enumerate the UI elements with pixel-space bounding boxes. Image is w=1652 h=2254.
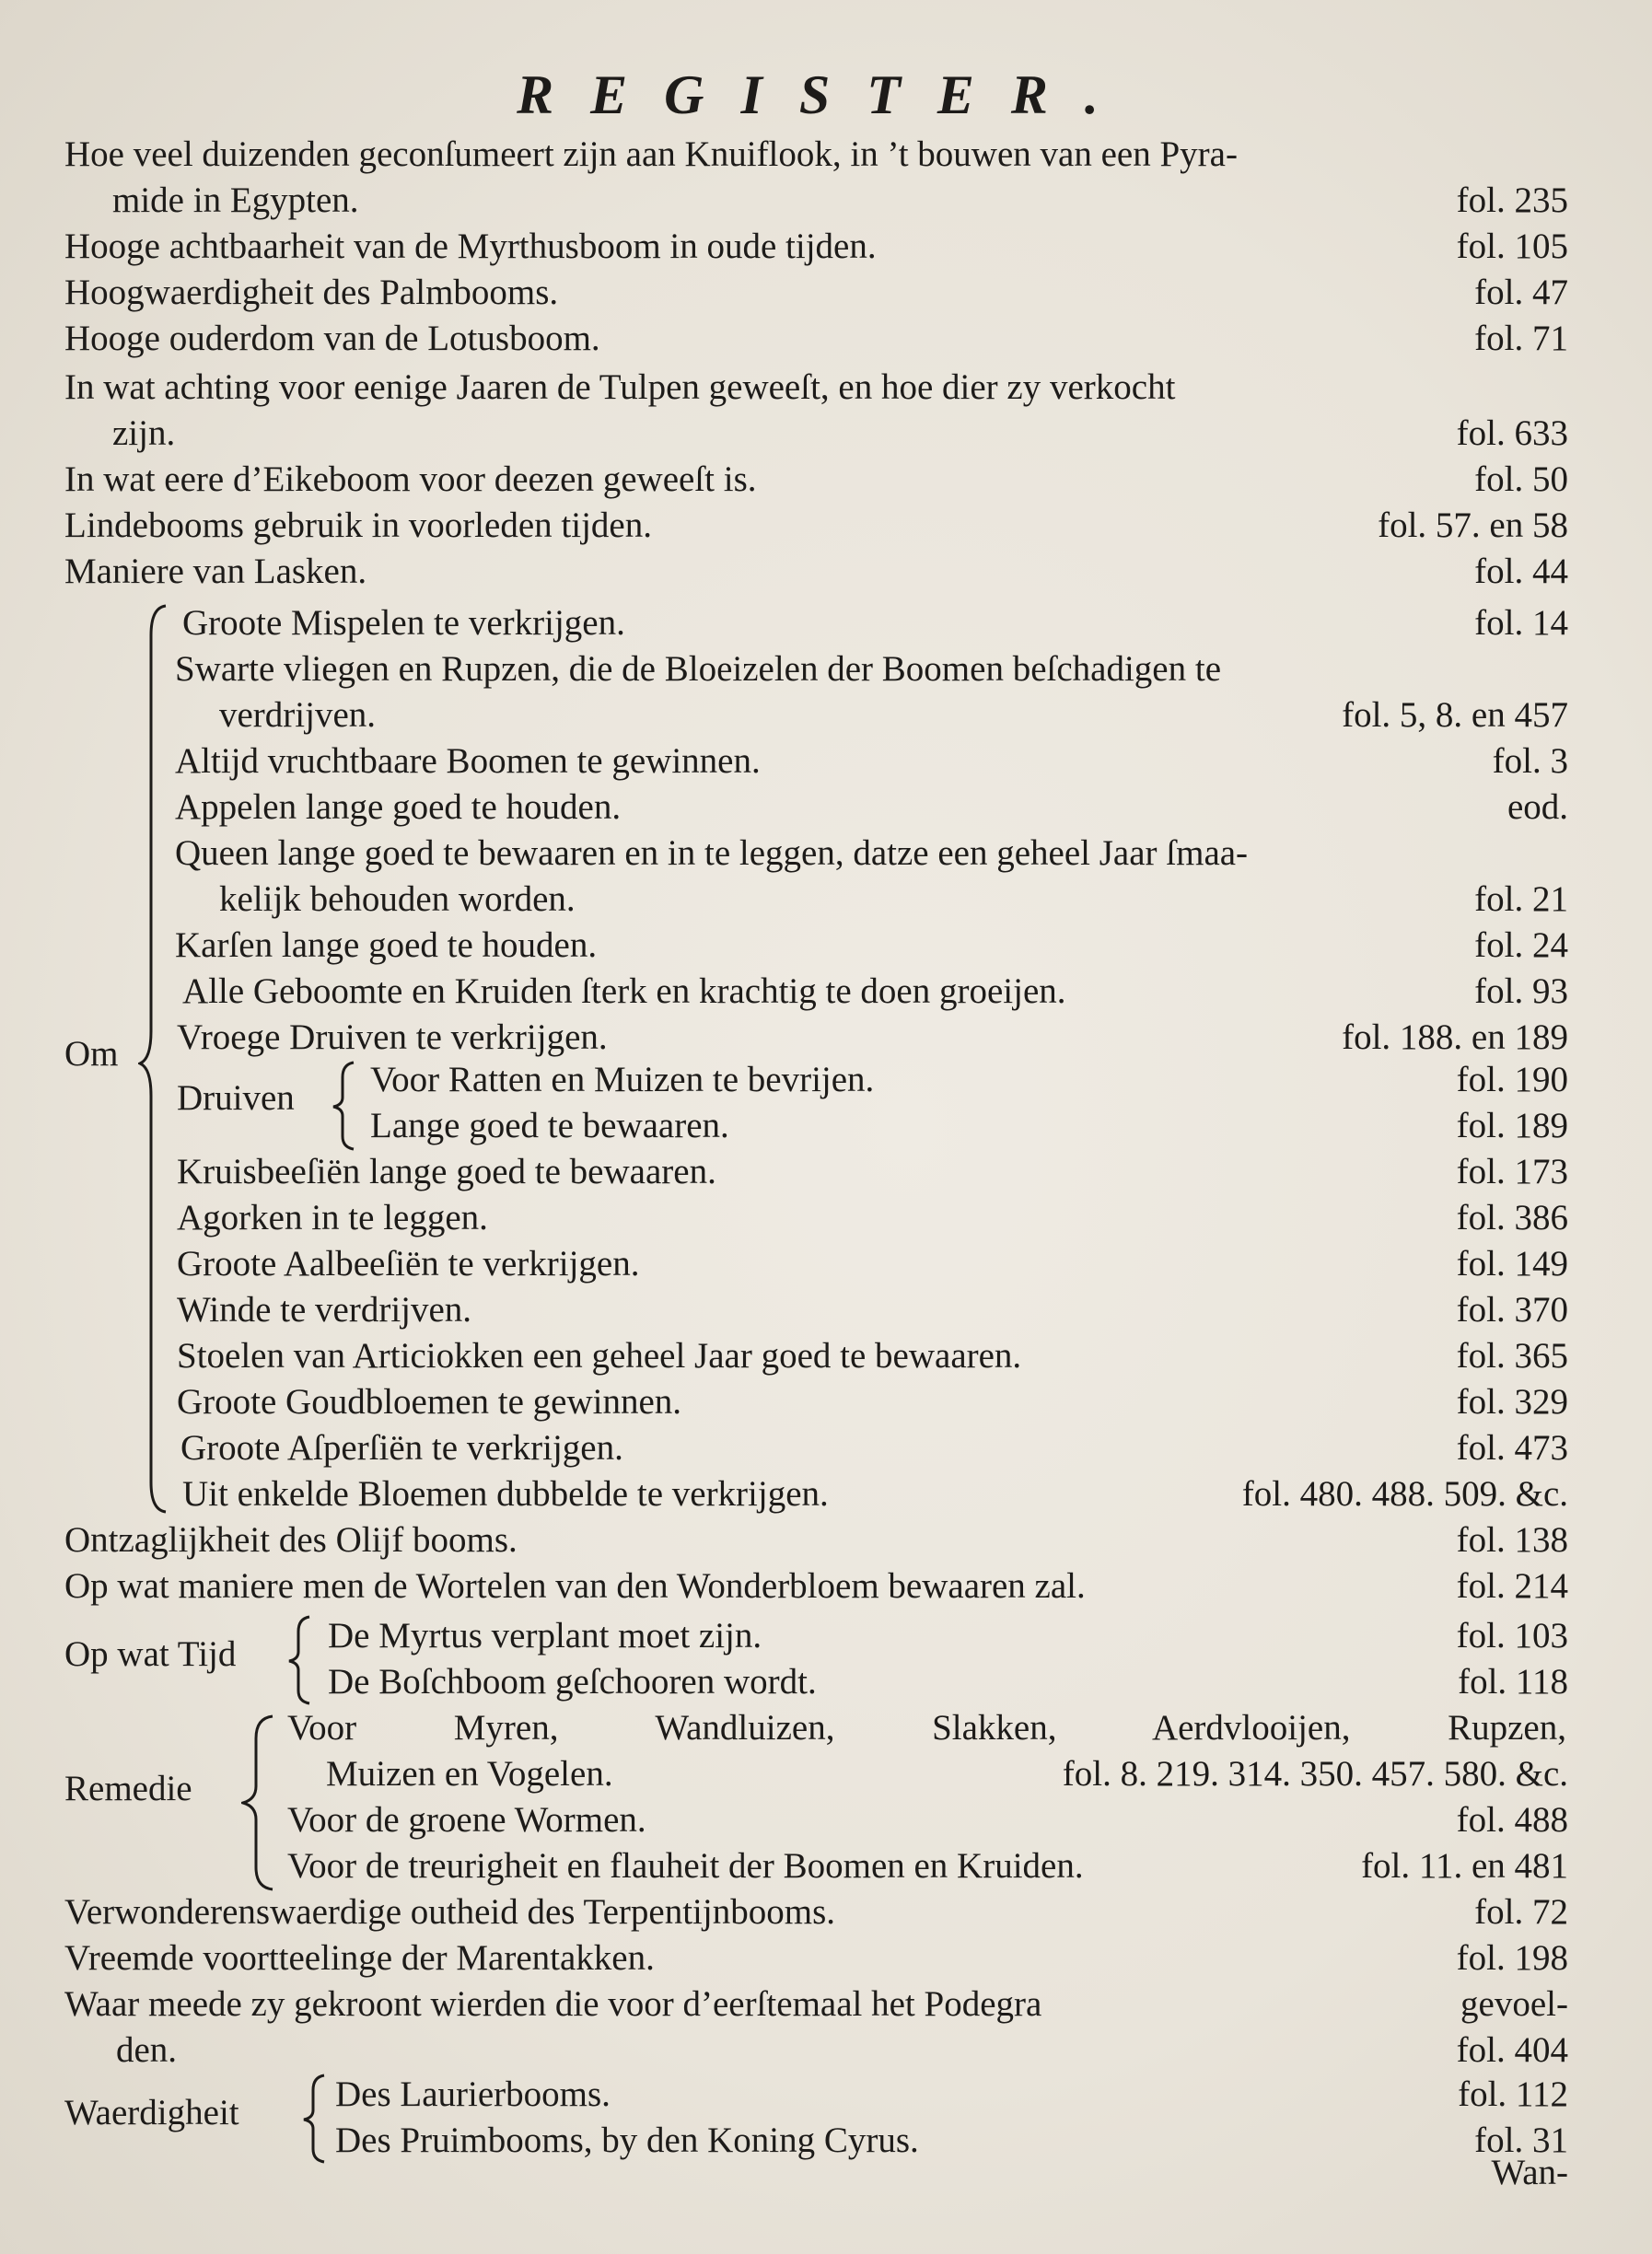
om-item [64, 877, 1568, 923]
index-entry [64, 457, 1568, 503]
entry-text: Swarte vliegen en Rupzen, die de Bloeizelen der Boomen beſchadigen te [175, 649, 1222, 689]
om-item [64, 1241, 1568, 1287]
entry-text: Kruisbeeſiën lange goed te bewaaren. [177, 1152, 716, 1191]
entry-text: Maniere van Lasken. [64, 552, 367, 591]
entry-ref: fol. 21 [1474, 879, 1568, 919]
entry-text: mide in Egypten. [112, 180, 359, 220]
entry-text: De Myrtus verplant moet zijn. [328, 1616, 762, 1656]
druiven-item [64, 1057, 1568, 1103]
index-entry [64, 365, 1568, 411]
entry-text: Vreemde voortteelinge der Marentakken. [64, 1938, 655, 1978]
remedie-item [64, 1843, 1568, 1889]
index-entry [64, 178, 1568, 224]
waerdigheit-item [64, 2072, 1568, 2118]
index-entry [64, 411, 1568, 457]
entry-ref: fol. 198 [1456, 1938, 1568, 1978]
entry-ref: fol. 57. en 58 [1378, 505, 1568, 545]
entry-ref: fol. 93 [1474, 971, 1568, 1011]
entry-ref: fol. 3 [1492, 741, 1568, 781]
remedie-item [64, 1705, 1568, 1751]
entry-text: Groote Aſperſiën te verkrijgen. [180, 1428, 623, 1468]
entry-ref: fol. 24 [1474, 925, 1568, 965]
entry-text: Appelen lange goed te houden. [175, 787, 622, 827]
entry-ref: eod. [1507, 787, 1568, 827]
om-item [64, 784, 1568, 831]
entry-text: Hoogwaerdigheit des Palmbooms. [64, 273, 559, 312]
index-entry [64, 1563, 1568, 1609]
druiven-label: Druiven [177, 1078, 295, 1118]
entry-ref: fol. 473 [1456, 1428, 1568, 1468]
entry-ref: fol. 71 [1474, 319, 1568, 358]
entry-ref: fol. 173 [1456, 1152, 1568, 1191]
om-label: Om [64, 1034, 119, 1074]
om-item [64, 1379, 1568, 1425]
tijd-item [64, 1659, 1568, 1705]
om-item [64, 923, 1568, 969]
entry-text: Op wat maniere men de Wortelen van den Wonderbloem bewaaren zal. [64, 1566, 1086, 1606]
entry-ref: fol. 149 [1456, 1244, 1568, 1284]
index-entry [64, 1935, 1568, 1981]
entry-ref: fol. 138 [1456, 1520, 1568, 1560]
entry-ref: fol. 480. 488. 509. &c. [1241, 1474, 1568, 1514]
entry-ref: fol. 118 [1458, 1662, 1568, 1702]
entry-text: Stoelen van Articiokken een geheel Jaar goed te bewaaren. [177, 1336, 1022, 1376]
entry-ref: fol. 329 [1456, 1382, 1568, 1422]
entry-ref: fol. 386 [1456, 1198, 1568, 1237]
index-entry [64, 2027, 1568, 2074]
entry-text: Hooge achtbaarheit van de Myrthusboom in oude tijden. [64, 227, 877, 266]
entry-text: Hoe veel duizenden geconſumeert zijn aan Knuiflook, in ’t bouwen van een Pyra- [64, 134, 1238, 174]
entry-ref: fol. 370 [1456, 1290, 1568, 1330]
page-title: REGISTER. [517, 64, 1135, 125]
entry-text: Des Pruimbooms, by den Koning Cyrus. [335, 2120, 919, 2160]
index-entry [64, 1981, 1568, 2027]
entry-text: den. [116, 2030, 178, 2070]
om-item [64, 1471, 1568, 1517]
druiven-item [64, 1103, 1568, 1149]
entry-ref: fol. 188. en 189 [1342, 1017, 1568, 1057]
index-entry [64, 224, 1568, 270]
entry-ref: fol. 14 [1474, 603, 1568, 643]
remedie-item [64, 1797, 1568, 1843]
om-item [64, 646, 1568, 692]
remedie-label: Remedie [64, 1769, 192, 1808]
entry-text: De Boſchboom geſchooren wordt. [328, 1662, 817, 1702]
index-entry [64, 1889, 1568, 1935]
entry-ref: fol. 404 [1456, 2030, 1568, 2070]
entry-text: Groote Mispelen te verkrijgen. [182, 603, 625, 643]
entry-ref: fol. 72 [1474, 1892, 1568, 1932]
entry-ref: fol. 190 [1456, 1060, 1568, 1099]
index-entry [64, 503, 1568, 549]
entry-ref: fol. 8. 219. 314. 350. 457. 580. &c. [1062, 1754, 1568, 1794]
om-item [64, 969, 1568, 1015]
entry-text: Voor de treurigheit en flauheit der Boomen en Kruiden. [287, 1846, 1084, 1886]
entry-text: Agorken in te leggen. [177, 1198, 488, 1237]
om-item [64, 692, 1568, 738]
entry-text: Queen lange goed te bewaaren en in te leggen, datze een geheel Jaar ſmaa- [175, 833, 1249, 873]
entry-ref: fol. 5, 8. en 457 [1342, 695, 1568, 735]
entry-text: Muizen en Vogelen. [326, 1754, 613, 1794]
entry-ref: fol. 105 [1456, 227, 1568, 266]
entry-ref: fol. 235 [1456, 180, 1568, 220]
entry-ref: fol. 488 [1456, 1800, 1568, 1840]
entry-ref: fol. 103 [1456, 1616, 1568, 1656]
index-entry [64, 270, 1568, 316]
entry-text: Lindebooms gebruik in voorleden tijden. [64, 505, 652, 545]
entry-text: Voor Myren, Wandluizen, Slakken, Aerdvlooijen, Rupzen, [287, 1708, 1566, 1748]
entry-ref: fol. 44 [1474, 552, 1568, 591]
entry-text: Hooge ouderdom van de Lotusboom. [64, 319, 600, 358]
entry-ref: fol. 47 [1474, 273, 1568, 312]
index-entry [64, 132, 1568, 178]
om-item [64, 738, 1568, 784]
waerdigheit-label: Waerdigheit [64, 2093, 239, 2132]
entry-text: kelijk behouden worden. [219, 879, 576, 919]
entry-text: Vroege Druiven te verkrijgen. [177, 1017, 608, 1057]
entry-ref: fol. 189 [1456, 1106, 1568, 1145]
entry-ref: fol. 214 [1456, 1566, 1568, 1606]
entry-ref: gevoel- [1460, 1984, 1568, 2024]
entry-text: Voor de groene Wormen. [287, 1800, 646, 1840]
om-item [64, 1015, 1568, 1061]
entry-text: In wat eere d’Eikeboom voor deezen geweeſt is. [64, 459, 757, 499]
om-item [64, 1425, 1568, 1471]
om-item [64, 600, 1568, 646]
entry-ref: fol. 112 [1458, 2074, 1568, 2114]
entry-ref: fol. 31 [1474, 2120, 1568, 2160]
entry-text: Winde te verdrijven. [177, 1290, 472, 1330]
entry-text: Waar meede zy gekroont wierden die voor d’eerſtemaal het Podegra [64, 1984, 1042, 2024]
entry-ref: fol. 365 [1456, 1336, 1568, 1376]
entry-text: Groote Goudbloemen te gewinnen. [177, 1382, 682, 1422]
entry-ref: fol. 11. en 481 [1361, 1846, 1568, 1886]
entry-text: Ontzaglijkheit des Olijf booms. [64, 1520, 518, 1560]
entry-text: Karſen lange goed te houden. [175, 925, 598, 965]
index-entry [64, 1517, 1568, 1563]
entry-text: verdrijven. [219, 695, 377, 735]
entry-text: Groote Aalbeeſiën te verkrijgen. [177, 1244, 640, 1284]
entry-text: Verwonderenswaerdige outheid des Terpentijnbooms. [64, 1892, 835, 1932]
entry-ref: fol. 633 [1456, 413, 1568, 453]
om-item [64, 831, 1568, 877]
tijd-item [64, 1613, 1568, 1659]
entry-text: In wat achting voor eenige Jaaren de Tulpen geweeſt, en hoe dier zy verkocht [64, 367, 1176, 407]
entry-text: Des Laurierbooms. [335, 2074, 611, 2114]
index-entry [64, 316, 1568, 362]
index-entry [64, 549, 1568, 595]
om-item [64, 1287, 1568, 1333]
entry-text: Voor Ratten en Muizen te bevrijen. [370, 1060, 875, 1099]
entry-text: Lange goed te bewaaren. [370, 1106, 729, 1145]
entry-text: Altijd vruchtbaare Boomen te gewinnen. [175, 741, 761, 781]
tijd-label: Op wat Tijd [64, 1634, 237, 1674]
om-item [64, 1333, 1568, 1379]
waerdigheit-item [64, 2118, 1568, 2164]
om-item [64, 1149, 1568, 1195]
om-item [64, 1195, 1568, 1241]
entry-ref: fol. 50 [1474, 459, 1568, 499]
entry-text: Uit enkelde Bloemen dubbelde te verkrijgen. [182, 1474, 829, 1514]
entry-text: Alle Geboomte en Kruiden ſterk en krachtig te doen groeijen. [182, 971, 1066, 1011]
remedie-item [64, 1751, 1568, 1797]
catchword: Wan- [1491, 2153, 1568, 2192]
entry-text: zijn. [112, 413, 176, 453]
